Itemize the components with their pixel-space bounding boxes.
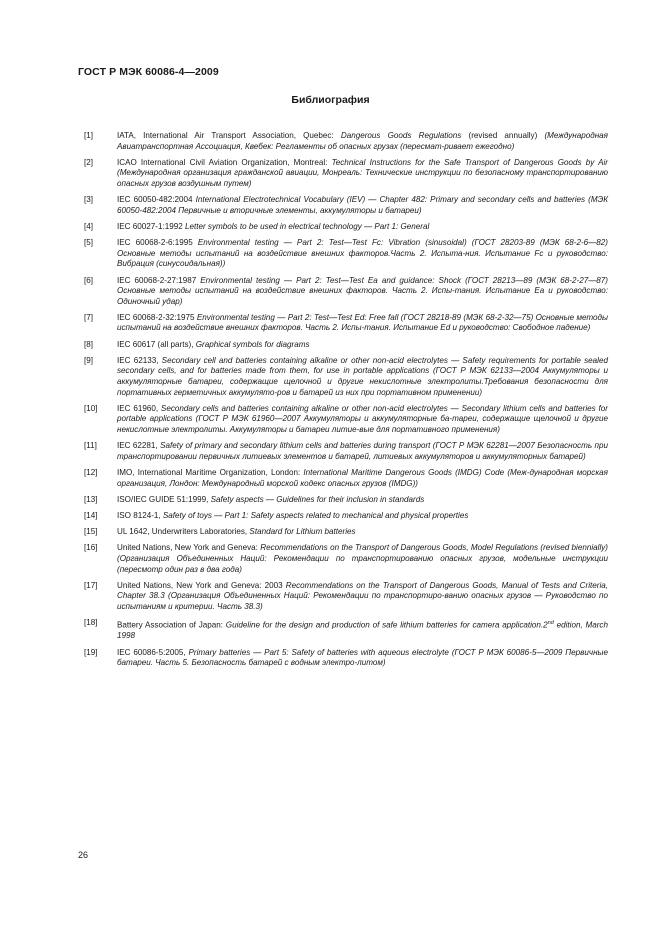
reference-number: [11] xyxy=(84,441,97,451)
reference-text-part: Safety aspects — Guidelines for their inclusion in standards xyxy=(210,494,425,504)
reference-text xyxy=(117,648,608,669)
reference-item xyxy=(84,313,608,334)
reference-text-part: International Electrotechnical Vocabulary (IEV) — Chapter 482: Primary and secondary cells and batteries (МЭК 60050-482:2004 Первичные и вторичные элементы, аккумуляторы и батареи) xyxy=(117,195,608,215)
reference-text xyxy=(117,356,608,398)
reference-text-part: Graphical symbols for diagrams xyxy=(195,339,310,349)
reference-text-part: Environmental testing — Part 2: Test—Test Ea and guidance: Shock (ГОСТ 28213—89 (МЭК 68-2-27—87) Основные методы испытаний на воздействие внешних факторов. Часть 2. Испы-тания. Испытание Ea и руководство: Одиночный удар) xyxy=(117,275,608,306)
reference-text xyxy=(117,543,608,575)
reference-text xyxy=(117,527,608,538)
reference-text-part: IEC 61960, xyxy=(117,403,161,413)
reference-text-part: Safety of toys — Part 1: Safety aspects related to mechanical and physical properties xyxy=(162,510,469,520)
reference-text-part: IEC 62281, xyxy=(117,441,161,451)
reference-item xyxy=(84,404,608,436)
reference-number: [10] xyxy=(84,403,98,413)
reference-item xyxy=(84,527,608,538)
reference-text xyxy=(117,511,608,522)
reference-number: [17] xyxy=(84,580,98,590)
reference-number: [5] xyxy=(84,238,93,248)
reference-number: [7] xyxy=(84,312,93,322)
reference-number: [13] xyxy=(84,494,98,504)
reference-item xyxy=(84,581,608,613)
reference-item xyxy=(84,648,608,669)
reference-number: [12] xyxy=(84,467,98,477)
reference-text-part: International Maritime Dangerous Goods (IMDG) Code (Меж-дународная морская организация, Лондон: Международный морской кодекс опасных грузов (IMDG)) xyxy=(117,467,609,488)
reference-text-part: United Nations, New York and Geneva: 2003 xyxy=(117,580,286,590)
reference-number: [19] xyxy=(84,647,98,657)
reference-number: [9] xyxy=(84,355,93,365)
reference-text-part: UL 1642, Underwriters Laboratories, xyxy=(117,527,250,537)
reference-text-part: Battery Association of Japan: xyxy=(117,620,226,630)
reference-text-part: IEC 60027-1:1992 xyxy=(117,221,185,231)
reference-text-part: IEC 62133, xyxy=(117,355,162,365)
reference-item xyxy=(84,441,608,462)
reference-number: [1] xyxy=(84,131,93,140)
reference-text-part: IEC 60068-2-6:1995 xyxy=(117,238,198,248)
reference-text-part: ICAO International Civil Aviation Organization, Montreal: xyxy=(117,157,332,167)
reference-text xyxy=(117,313,608,334)
reference-text-part: Technical Instructions for the Safe Transport of Dangerous Goods by Air (Международная организация гражданской авиации, Монреаль: Технические инструкции по безопасному транспортированию опасных грузов воздушным путем) xyxy=(117,157,608,188)
reference-text xyxy=(117,276,608,308)
reference-number: [6] xyxy=(84,275,93,285)
reference-text-part: Recommendations on the Transport of Dangerous Goods, Manual of Tests and Criteria, Chapter 38.3 (Организация Объединенных Наций: Рекомендации по транспортиро-ванию опасных грузов — Руководство по испытаниям и критерии. Часть 38.3) xyxy=(117,580,608,611)
reference-number: [3] xyxy=(84,195,93,205)
reference-text xyxy=(117,404,608,436)
reference-text-part: Secondary cell and batteries containing alkaline or other non-acid electrolytes — Safety requirements for portable sealed secondary cells, and for batteries made from them, for use in portable applications (ГОСТ Р МЭК 62133—2004 Аккумуляторы и аккумуляторные батареи, содержащие щелочной и другие некислотные электролиты.Требования безопасности для портативных герметичных аккумулято-ров и батарей из них при портативном применении) xyxy=(117,355,608,397)
reference-item xyxy=(84,495,608,506)
reference-text-part: Environmental testing — Part 2: Test—Test Ed: Free fall (ГОСТ 28218-89 (МЭК 68-2-32—75) Основные методы испытаний на воздействие внешних факторов. Часть 2. Испы-тания. Испытание Ed и руководство: Свободное падение) xyxy=(117,312,608,333)
reference-item xyxy=(84,131,608,152)
reference-text-part: Secondary cells and batteries containing alkaline or other non-acid electrolytes — Secondary lithium cells and batteries for portable applications (ГОСТ Р МЭК 61960—2007 Аккумуляторы и аккумуляторные ба-тареи, содержащие щелочной и другие некислотные электролиты. Аккумуляторы и батареи литие-вые для портативного применения) xyxy=(117,403,609,434)
bibliography-list xyxy=(84,131,608,674)
reference-text-part: IEC 60617 (all parts), xyxy=(117,339,196,349)
reference-number: [4] xyxy=(84,221,93,231)
reference-text-part: Safety of primary and secondary lithium cells and batteries during transport (ГОСТ Р МЭК 62281—2007 Безопасность при транспортировании первичных литиевых элементов и батарей, литиевых аккумуляторов и аккумуляторных батарей) xyxy=(117,441,608,461)
reference-number: [15] xyxy=(84,527,98,537)
reference-text-part: ISO 8124-1, xyxy=(117,510,163,520)
reference-text-part: IEC 60068-2-27:1987 xyxy=(117,275,201,285)
reference-item xyxy=(84,618,608,642)
reference-item xyxy=(84,158,608,190)
reference-item xyxy=(84,356,608,398)
reference-number: [14] xyxy=(84,510,98,520)
reference-item xyxy=(84,511,608,522)
reference-text-part: Environmental testing — Part 2: Test—Test Fc: Vibration (sinusoidal) (ГОСТ 28203-89 (МЭК 68-2-6—82) Основные методы испытаний на воздействие внешних факторов.Часть 2. Испыта-ния. Испытание Fc и руководство: Вибрация (синусоидальная)) xyxy=(117,238,608,269)
reference-number: [18] xyxy=(84,618,98,628)
reference-text xyxy=(117,195,608,216)
reference-text-part: nd xyxy=(547,620,554,627)
reference-item xyxy=(84,222,608,233)
reference-text-part: Primary batteries — Part 5: Safety of batteries with aqueous electrolyte (ГОСТ Р МЭК 60086-5—2009 Первичные батареи. Часть 5. Безопасность батарей с водным электро-литом) xyxy=(117,647,608,668)
reference-number: [8] xyxy=(84,339,93,349)
document-code-header: ГОСТ Р МЭК 60086-4—2009 xyxy=(78,66,219,78)
reference-text-part: (revised annually) xyxy=(461,131,545,140)
reference-text xyxy=(117,581,608,613)
reference-item xyxy=(84,543,608,575)
reference-text-part: Standard for Lithium batteries xyxy=(249,527,356,537)
reference-text-part: (Международная Авиатранспортная Ассоциация, Квебек: Регламенты об опасных грузах (пересмат-риваеm ежегодно) xyxy=(117,131,608,151)
reference-number: [16] xyxy=(84,543,98,553)
reference-text xyxy=(117,441,608,462)
reference-item xyxy=(84,276,608,308)
reference-text-part: Guideline for the design and production of safe lithium batteries for camera application.2 xyxy=(225,620,548,630)
reference-item xyxy=(84,468,608,489)
reference-text xyxy=(117,495,608,506)
reference-text xyxy=(117,340,608,351)
reference-item xyxy=(84,195,608,216)
reference-text xyxy=(117,222,608,233)
reference-text-part: Recommendations on the Transport of Dangerous Goods, Model Regulations (revised biennially) (Организация Объединенных Наций: Рекомендации по транспортированию опасных грузов, модельные инструкции (пересмотр один раз в два года) xyxy=(117,543,608,574)
reference-text-part: IEC 60068-2-32:1975 xyxy=(117,312,197,322)
reference-text-part: IEC 60086-5:2005, xyxy=(117,647,189,657)
reference-text-part: IMO, International Maritime Organization, London: xyxy=(117,467,304,477)
reference-text-part: Letter symbols to be used in electrical technology — Part 1: General xyxy=(184,221,430,231)
reference-item xyxy=(84,340,608,351)
reference-text xyxy=(117,131,608,152)
reference-item xyxy=(84,238,608,270)
reference-text-part: Dangerous Goods Regulations xyxy=(340,131,462,140)
reference-text xyxy=(117,618,608,642)
reference-text xyxy=(117,238,608,270)
reference-text xyxy=(117,468,608,489)
page-number: 26 xyxy=(78,850,89,860)
reference-number: [2] xyxy=(84,157,93,167)
reference-text-part: IEC 60050-482:2004 xyxy=(117,195,196,205)
reference-text-part: ISO/IEC GUIDE 51:1999, xyxy=(117,494,211,504)
bibliography-title: Библиография xyxy=(291,94,370,106)
reference-text xyxy=(117,158,608,190)
reference-text-part: United Nations, New York and Geneva: xyxy=(117,543,261,553)
reference-text-part: edition, March 1998 xyxy=(117,620,608,641)
reference-text-part: IATA, International Air Transport Association, Quebec: xyxy=(117,131,341,140)
